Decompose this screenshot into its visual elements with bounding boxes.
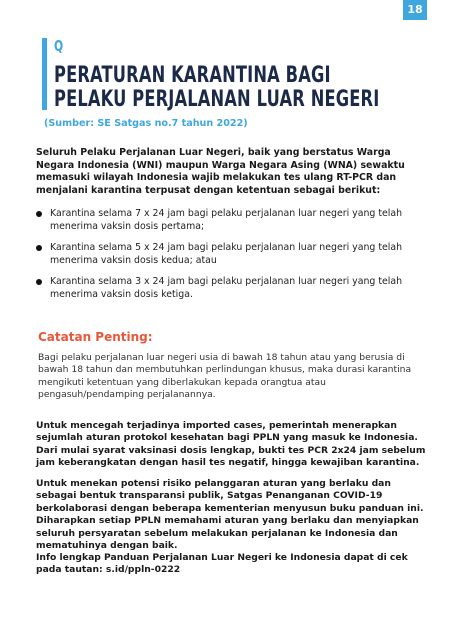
bullet-icon xyxy=(36,279,42,285)
quarantine-rules-list xyxy=(36,208,426,311)
important-note-body: Bagi pelaku perjalanan luar negeri usia di bawah 18 tahun atau yang berusia di bawah 18 tahun dan membutuhkan perlindungan khusus, maka durasi karantina mengikuti ketentuan yang diberlakukan kepada orangtua atau pengasuh/pendamping perjalanannya. xyxy=(38,352,412,401)
list-item xyxy=(36,242,426,267)
question-mark-label: Q xyxy=(54,37,64,55)
imported-cases-paragraph: Untuk mencegah terjadinya imported cases, pemerintah menerapkan sejumlah aturan protokol kesehatan bagi PPLN yang masuk ke Indonesia. Dari mulai syarat vaksinasi dosis lengkap, bukti tes PCR 2x24 jam sebelum jam keberangkatan dengan hasil tes negatif, hingga kewajiban karantina. xyxy=(36,420,426,469)
bullet-icon xyxy=(36,245,42,251)
page-number-badge: 18 xyxy=(403,0,427,20)
page-title xyxy=(54,63,380,112)
transparency-paragraph: Untuk menekan potensi risiko pelanggaran aturan yang berlaku dan sebagai bentuk transparansi publik, Satgas Penanganan COVID-19 berkolaborasi dengan beberapa kementerian menyusun buku panduan ini. Diharapkan setiap PPLN memahami aturan yang berlaku dan menyiapkan seluruh persyaratan sebelum melakukan perjalanan ke Indonesia dan mematuhinya dengan baik. xyxy=(36,478,424,552)
title-accent-bar xyxy=(42,38,47,110)
list-item-text: Karantina selama 3 x 24 jam bagi pelaku perjalanan luar negeri yang telah menerima vaksin dosis ketiga. xyxy=(50,276,403,300)
list-item-text: Karantina selama 7 x 24 jam bagi pelaku perjalanan luar negeri yang telah menerima vaksin dosis pertama; xyxy=(50,208,403,232)
list-item-text: Karantina selama 5 x 24 jam bagi pelaku perjalanan luar negeri yang telah menerima vaksin dosis kedua; atau xyxy=(50,242,403,266)
intro-paragraph: Seluruh Pelaku Perjalanan Luar Negeri, baik yang berstatus Warga Negara Indonesia (WNI) maupun Warga Negara Asing (WNA) sewaktu memasuki wilayah Indonesia wajib melakukan tes ulang RT-PCR dan menjalani karantina terpusat dengan ketentuan sebagai berikut: xyxy=(36,147,405,196)
list-item xyxy=(36,276,426,301)
info-link-paragraph: Info lengkap Panduan Perjalanan Luar Negeri ke Indonesia dapat di cek pada tautan: s.id/ppln-0222 xyxy=(36,552,408,576)
source-citation: (Sumber: SE Satgas no.7 tahun 2022) xyxy=(44,118,248,129)
list-item xyxy=(36,208,426,233)
important-note-heading: Catatan Penting: xyxy=(38,330,153,344)
page-title-line-1: PERATURAN KARANTINA BAGI xyxy=(54,63,331,88)
bullet-icon xyxy=(36,211,42,217)
page-title-line-2: PELAKU PERJALANAN LUAR NEGERI xyxy=(54,87,380,112)
